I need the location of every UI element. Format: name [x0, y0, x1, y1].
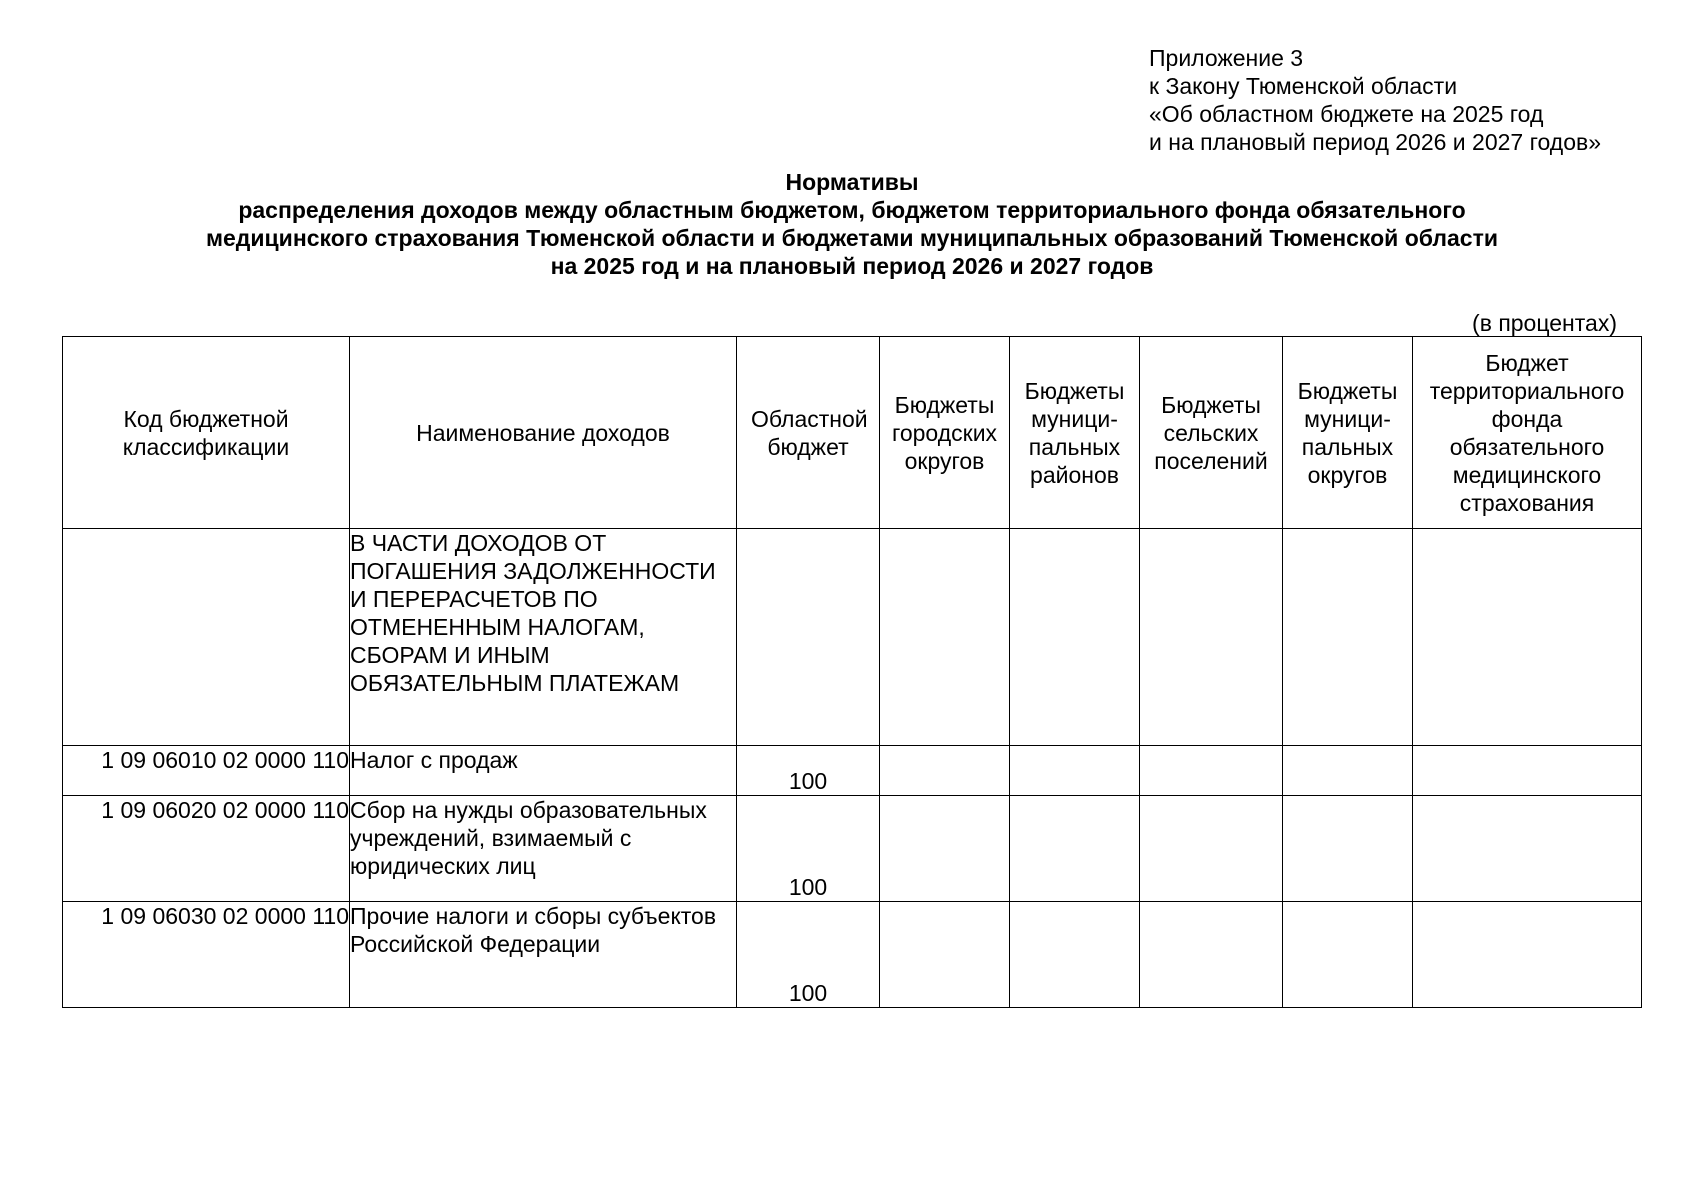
table-header-row	[63, 337, 1642, 529]
header-regional: Областной бюджет	[737, 337, 880, 529]
header-city-districts: Бюджеты городских округов	[880, 337, 1010, 529]
title-line-2: распределения доходов между областным бюджетом, бюджетом территориального фонда обязательного	[238, 197, 1466, 223]
section-title: В ЧАСТИ ДОХОДОВ ОТ ПОГАШЕНИЯ ЗАДОЛЖЕННОСТИ И ПЕРЕРАСЧЕТОВ ПО ОТМЕНЕННЫМ НАЛОГАМ, СБОРАМ И ИНЫМ ОБЯЗАТЕЛЬНЫМ ПЛАТЕЖАМ	[350, 529, 737, 746]
title-line-3: медицинского страхования Тюменской области и бюджетами муниципальных образований Тюменской области	[206, 225, 1498, 251]
table-row	[63, 746, 1642, 796]
row-regional-value: 100	[737, 746, 880, 796]
distribution-table	[62, 336, 1642, 1008]
row-code: 1 09 06020 02 0000 110	[63, 796, 350, 902]
header-ffoms: Бюджет территориального фонда обязательного медицинского страхования	[1413, 337, 1642, 529]
table-section-row	[63, 529, 1642, 746]
title-line-4: на 2025 год и на плановый период 2026 и 2027 годов	[550, 253, 1154, 279]
title-heading: Нормативы	[785, 169, 919, 195]
header-municipal-okrugs: Бюджеты муници-пальных округов	[1283, 337, 1413, 529]
row-name: Налог с продаж	[350, 746, 737, 796]
appendix-law-period: и на плановый период 2026 и 2027 годов»	[1149, 129, 1601, 155]
table-row	[63, 902, 1642, 1008]
appendix-number: Приложение 3	[1149, 45, 1304, 71]
row-name: Прочие налоги и сборы субъектов Российской Федерации	[350, 902, 737, 1008]
table-row	[63, 796, 1642, 902]
row-code: 1 09 06010 02 0000 110	[63, 746, 350, 796]
row-regional-value: 100	[737, 902, 880, 1008]
header-name: Наименование доходов	[350, 337, 737, 529]
appendix-law: к Закону Тюменской области	[1149, 73, 1458, 99]
header-code: Код бюджетной классификации	[63, 337, 350, 529]
appendix-reference	[1149, 44, 1601, 156]
header-municipal-districts: Бюджеты муници-пальных районов	[1010, 337, 1140, 529]
units-note: (в процентах)	[1472, 310, 1617, 336]
header-rural-settlements: Бюджеты сельских поселений	[1140, 337, 1283, 529]
row-name: Сбор на нужды образовательных учреждений, взимаемый с юридических лиц	[350, 796, 737, 902]
row-regional-value: 100	[737, 796, 880, 902]
appendix-law-title: «Об областном бюджете на 2025 год	[1149, 101, 1544, 127]
row-code: 1 09 06030 02 0000 110	[63, 902, 350, 1008]
document-title	[64, 168, 1640, 280]
